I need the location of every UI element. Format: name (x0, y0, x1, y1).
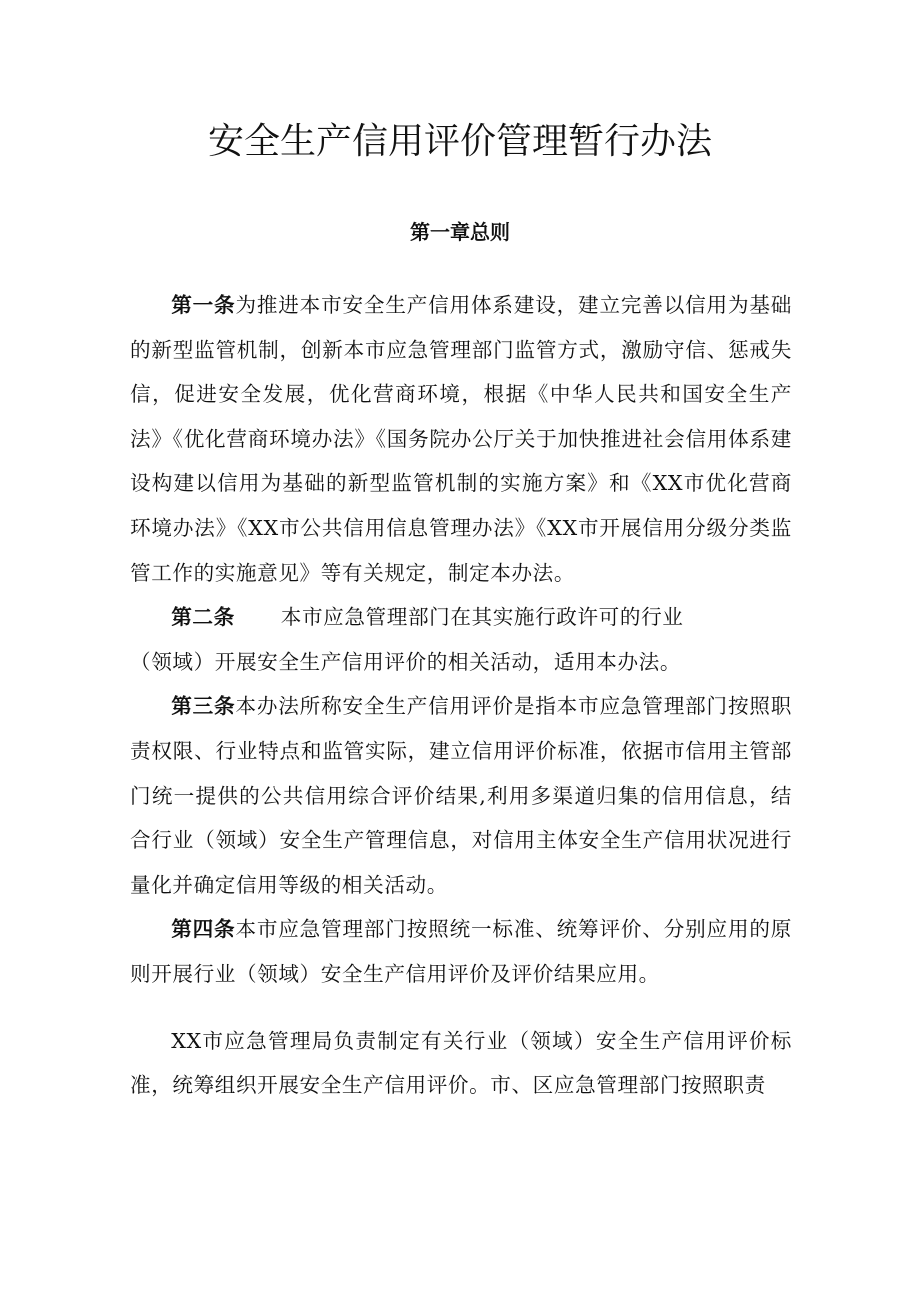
article-4-label: 第四条 (171, 917, 236, 942)
article-1-label: 第一条 (171, 293, 236, 317)
article-2-label: 第二条 (171, 605, 235, 630)
article-1-text: 为推进本市安全生产信用体系建设，建立完善以信用为基础的新型监管机制，创新本市应急管理部门监管方式，激励守信、惩戒失信，促进安全发展，优化营商环境，根据《中华人民共和国安全生产法》《优化营商环境办法》《国务院办公厅关于加快推进社会信用体系建设构建以信用为基础的新型监管机制的实施方案》和《XX市优化营商环境办法》《XX市公共信用信息管理办法》《XX市开展信用分级分类监管工作的实施意见》等有关规定，制定本办法。 (130, 293, 792, 585)
article-2-continuation (130, 640, 792, 685)
article-4 (130, 907, 792, 996)
article-3-text: 本办法所称安全生产信用评价是指本市应急管理部门按照职责权限、行业特点和监管实际，建立信用评价标准，依据市信用主管部门统一提供的公共信用综合评价结果,利用多渠道归集的信用信息，结合行业（领域）安全生产管理信息，对信用主体安全生产信用状况进行量化并确定信用等级的相关活动。 (130, 694, 792, 897)
document-title: 安全生产信用评价管理暂行办法 (207, 121, 712, 162)
article-3 (130, 684, 792, 907)
article-3-label: 第三条 (171, 694, 236, 719)
article-2 (130, 595, 792, 640)
article-2-text-line1: 本市应急管理部门在其实施行政许可的行业 (280, 605, 684, 630)
chapter-title: 第一章总则 (410, 220, 510, 244)
article-2-text-line2: （领域）开展安全生产信用评价的相关活动，适用本办法。 (130, 649, 682, 674)
article-4-text: 本市应急管理部门按照统一标准、统筹评价、分别应用的原则开展行业（领域）安全生产信用评价及评价结果应用。 (130, 917, 792, 986)
document-body (130, 283, 792, 1108)
article-1 (130, 283, 792, 595)
closing-paragraph: XX市应急管理局负责制定有关行业（领域）安全生产信用评价标准，统筹组织开展安全生产信用评价。市、区应急管理部门按照职责 (130, 1028, 792, 1098)
